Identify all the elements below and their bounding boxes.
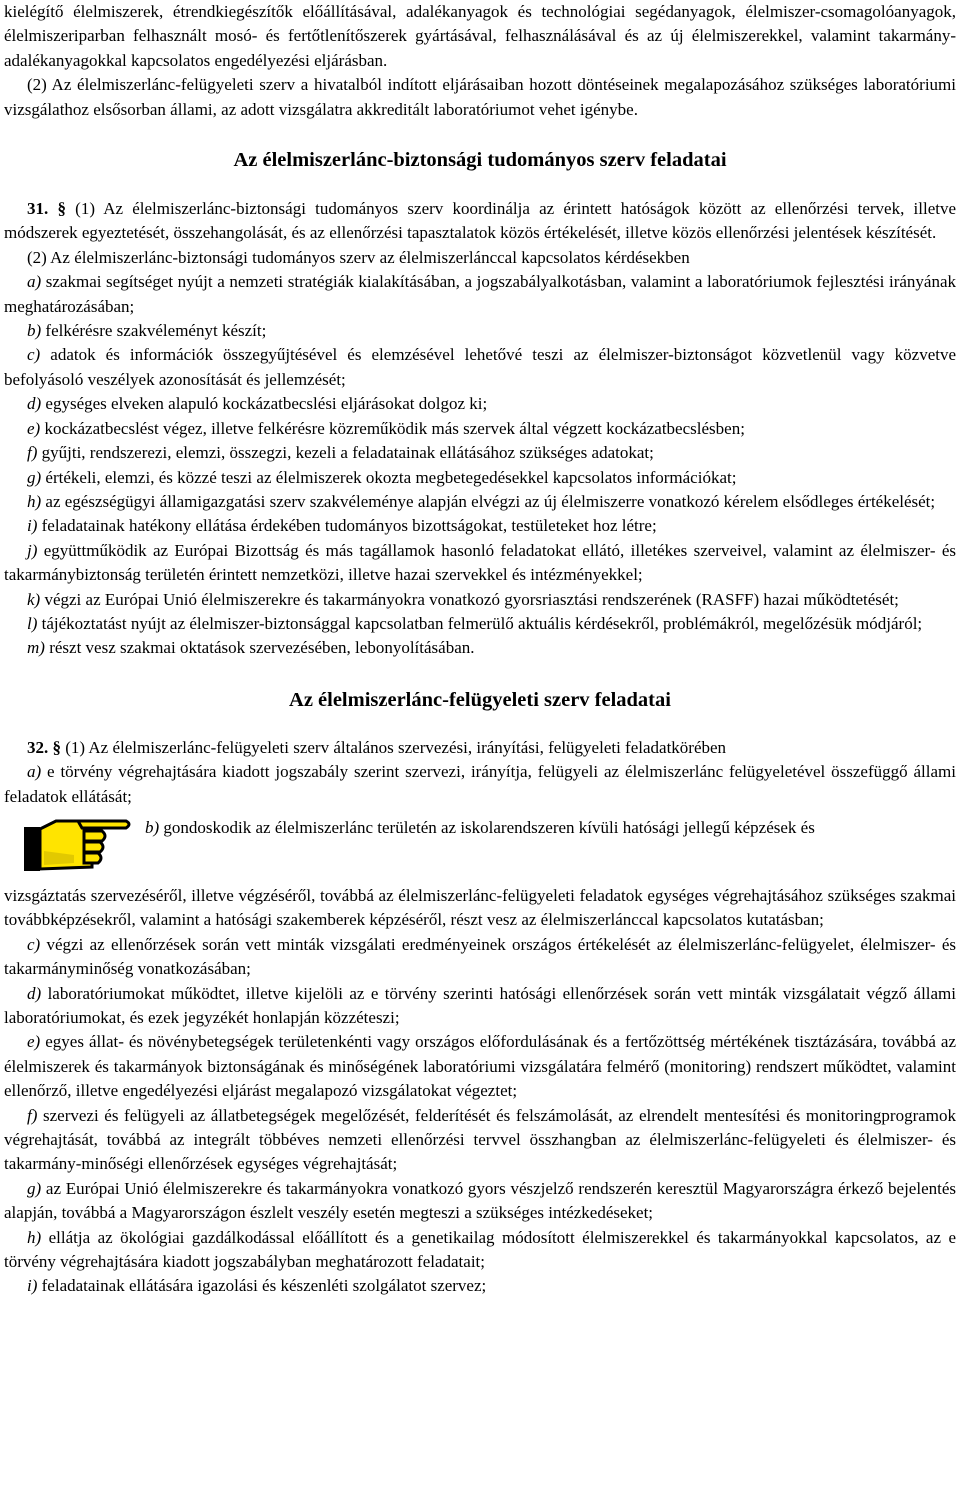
item-letter: g) xyxy=(27,467,42,487)
list-item-31-i xyxy=(4,514,956,538)
list-item-32-f xyxy=(4,1104,956,1177)
item-text: gyűjti, rendszerezi, elemzi, összegzi, kezeli a feladatainak ellátásához szükséges adatokat; xyxy=(41,443,654,463)
paragraph-31-2: (2) Az élelmiszerlánc-biztonsági tudományos szerv az élelmiszerlánccal kapcsolatos kérdésekben xyxy=(27,247,690,267)
list-item-31-l xyxy=(4,612,956,636)
item-text: részt vesz szakmai oktatások szervezésében, lebonyolításában. xyxy=(49,638,475,658)
list-item-32-d xyxy=(4,982,956,1031)
item-letter: b) xyxy=(145,817,160,837)
item-text: ellátja az ökológiai gazdálkodással előállított és a genetikailag módosított élelmiszerekkel és takarmányokkal kapcsolatos, az e törvény végrehajtására kiadott jogszabályban meghatározott feladatait; xyxy=(4,1227,957,1272)
item-text: e törvény végrehajtására kiadott jogszabály szerint szervezi, irányítja, felügyeli az élelmiszerlánc felügyeletével összefüggő állami feladatok ellátását; xyxy=(4,762,956,806)
item-text: végzi az Európai Unió élelmiszerekre és takarmányokra vonatkozó gyorsriasztási rendszerének (RASFF) hazai működtetését; xyxy=(44,589,899,609)
list-item-32-e xyxy=(4,1030,956,1103)
paragraph-31-1-text: (1) Az élelmiszerlánc-biztonsági tudományos szerv koordinálja az érintett hatóságok között az ellenőrzési tervek, illetve módszerek egyeztetését, összehangolását, és az ellenőrzési tapasztalatok közös értékelését, illetve közös ellenőrzési jelentések készítését. xyxy=(4,199,957,243)
item-letter: d) xyxy=(27,394,42,414)
paragraph-32-1 xyxy=(4,736,956,760)
list-item-32-a xyxy=(4,760,956,809)
list-item-31-c xyxy=(4,343,956,392)
item-letter: g) xyxy=(27,1178,42,1198)
list-item-31-b xyxy=(4,319,956,343)
section-heading-scientific-body: Az élelmiszerlánc-biztonsági tudományos szerv feladatai xyxy=(233,149,727,172)
item-letter: m) xyxy=(27,638,45,658)
list-item-32-b-first-line xyxy=(145,816,956,840)
item-text: kockázatbecslést végez, illetve felkérésre közreműködik más szervek által végzett kockázatbecslésben; xyxy=(44,418,745,438)
item-text: tájékoztatást nyújt az élelmiszer-biztonsággal kapcsolatban felmerülő aktuális kérdésekről, problémákról, megelőzésük módjáról; xyxy=(41,613,923,633)
item-letter: b) xyxy=(27,321,42,341)
item-text: értékeli, elemzi, és közzé teszi az élelmiszerek okozta megbetegedésekkel kapcsolatos információkat; xyxy=(45,467,737,487)
item-letter: h) xyxy=(27,1227,42,1247)
item-text: felkérésre szakvéleményt készít; xyxy=(45,321,267,341)
document-page xyxy=(4,0,956,1299)
paragraph-32-1-text: (1) Az élelmiszerlánc-felügyeleti szerv általános szervezési, irányítási, felügyeleti feladatkörében xyxy=(65,737,727,757)
item-letter: e) xyxy=(27,1032,41,1052)
item-text: egységes elveken alapuló kockázatbecslési eljárásokat dolgoz ki; xyxy=(45,394,488,414)
list-item-31-k xyxy=(4,588,956,612)
list-item-31-e xyxy=(4,417,956,441)
item-text: végzi az ellenőrzések során vett minták vizsgálati eredményeinek országos értékelését az élelmiszerlánc-felügyelet, élelmiszer- és takarmányminőség vonatkozásában; xyxy=(4,934,956,979)
item-text: szervezi és felügyeli az állatbetegségek megelőzését, felderítését és felszámolását, az elrendelt mentesítési és monitoringprogramok végrehajtását, továbbá az integrált többéves nemzeti ellenőrzési tervvel összhangban az élelmiszerlánc-felügyeleti és élelmiszer- és takarmány-minőségi ellenőrzések egységes végrehajtását; xyxy=(4,1105,957,1174)
list-item-31-g xyxy=(4,466,956,490)
list-item-32-b-continuation: vizsgáztatás szervezéséről, illetve végzéséről, továbbá az élelmiszerlánc-felügyeleti feladatok egységes végrehajtásához szükséges szakmai továbbképzésekről, valamint a hatósági szakemberek képzéséről, részt vesz az élelmiszerlánccal kapcsolatos kutatásban; xyxy=(4,885,956,930)
item-letter: c) xyxy=(27,345,41,365)
item-text: feladatainak hatékony ellátása érdekében tudományos bizottságokat, testületeket hoz létre; xyxy=(41,516,657,536)
item-text: egyes állat- és növénybetegségek területenkénti vagy országos előfordulásának és a fertőzöttség mértékének tisztázására, továbbá az élelmiszerek és takarmányok biztonságának és minőségének laboratóriumi vizsgálatára felmérő (monitoring) rendszert működtet, valamint ellenőrző, illetve engedélyezési eljárást megalapozó vizsgálatokat végeztet; xyxy=(4,1032,957,1101)
list-item-32-c xyxy=(4,933,956,982)
item-text: együttműködik az Európai Bizottság és más tagállamok hasonló feladatokat ellátó, illetékes szerveivel, valamint az élelmiszer- és takarmánybiztonság területén érintett nemzetközi, illetve hazai szervekkel és intézményekkel; xyxy=(4,540,957,585)
item-letter: k) xyxy=(27,589,41,609)
list-item-31-d xyxy=(4,392,956,416)
item-letter: i) xyxy=(27,516,38,536)
paragraph-30-2: (2) Az élelmiszerlánc-felügyeleti szerv a hivatalból indított eljárásaiban hozott döntéseinek megalapozásához szükséges laboratóriumi vizsgálathoz elsősorban állami, az adott vizsgálatra akkreditált laboratóriumot vehet igénybe. xyxy=(4,75,956,119)
item-letter: h) xyxy=(27,491,42,511)
item-letter: d) xyxy=(27,983,42,1003)
list-item-31-j xyxy=(4,539,956,588)
section-number-31: 31. § xyxy=(27,199,66,219)
pointing-hand-icon xyxy=(22,811,134,873)
item-letter: f) xyxy=(27,1105,38,1125)
item-text: gondoskodik az élelmiszerlánc területén az iskolarendszeren kívüli hatósági jellegű képzések és xyxy=(163,817,815,837)
item-text: szakmai segítséget nyújt a nemzeti stratégiák kialakításában, a jogszabályalkotásban, valamint a laboratóriumok fejlesztési irányának meghatározásában; xyxy=(4,272,956,316)
list-item-31-h xyxy=(4,490,956,514)
item-text: az Európai Unió élelmiszerekre és takarmányokra vonatkozó gyors vészjelző rendszerén keresztül Magyarországra érkező bejelentés alapján, továbbá a Magyarországon észlelt veszély esetén megteszi a szükséges intézkedéseket; xyxy=(4,1178,957,1223)
section-heading-supervisory-body: Az élelmiszerlánc-felügyeleti szerv feladatai xyxy=(289,688,671,711)
item-letter: f) xyxy=(27,443,38,463)
list-item-32-g xyxy=(4,1177,956,1226)
list-item-31-a xyxy=(4,270,956,319)
item-letter: i) xyxy=(27,1276,38,1296)
item-letter: j) xyxy=(27,540,38,560)
item-text: laboratóriumokat működtet, illetve kijelöli az e törvény szerinti hatósági ellenőrzések során vett minták vizsgálatait végző állami laboratóriumokat, és ezek jegyzékét honlapján közzéteszi; xyxy=(4,983,957,1027)
pointing-hand-row xyxy=(4,809,956,875)
item-letter: a) xyxy=(27,762,42,782)
item-letter: l) xyxy=(27,613,38,633)
list-item-32-h xyxy=(4,1226,956,1275)
list-item-31-f xyxy=(4,441,956,465)
list-item-31-m xyxy=(4,636,956,660)
item-letter: c) xyxy=(27,934,41,954)
paragraph-continuation: kielégítő élelmiszerek, étrendkiegészítők előállításával, adalékanyagok és technológiai segédanyagok, élelmiszer-csomagolóanyagok, élelmiszeriparban felhasznált mosó- és fertőtlenítőszerek gyártásával, felhasználásával és az új élelmiszerekkel, valamint takarmány-adalékanyagokkal kapcsolatos engedélyezési eljárásban. xyxy=(4,2,956,70)
list-item-32-i xyxy=(4,1274,956,1298)
item-letter: a) xyxy=(27,272,42,292)
item-text: adatok és információk összegyűjtésével és elemzésével lehetővé teszi az élelmiszer-biztonságot közvetlenül vagy közvetve befolyásoló veszélyek azonosítását és jellemzését; xyxy=(4,345,957,389)
item-text: az egészségügyi államigazgatási szerv szakvéleménye alapján elvégzi az új élelmiszerre vonatkozó kérelem elsődleges értékelését; xyxy=(45,491,936,511)
item-letter: e) xyxy=(27,418,41,438)
item-text: feladatainak ellátására igazolási és készenléti szolgálatot szervez; xyxy=(41,1276,487,1296)
paragraph-31-1 xyxy=(4,197,956,246)
section-number-32: 32. § xyxy=(27,737,61,757)
